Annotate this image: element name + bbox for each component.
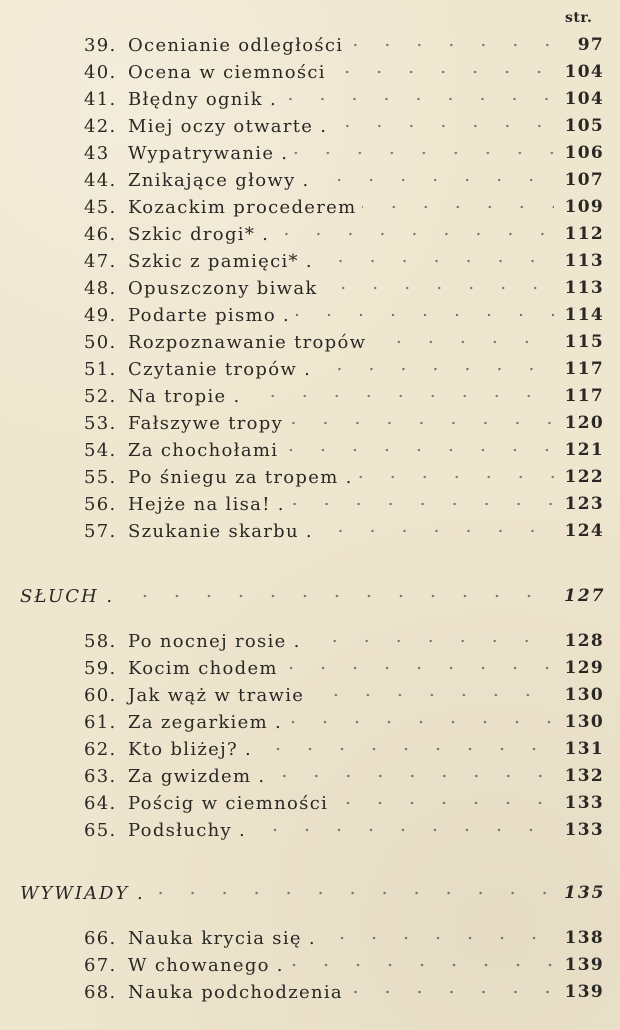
dot-leader [310,692,554,698]
entry-page: 113 [564,251,604,271]
entry-number: 44. [84,169,117,191]
entry-title: Szkic drogi* . [128,223,270,245]
entry-number: 52. [84,385,117,407]
entry-page: 114 [564,305,604,325]
section-title: SŁUCH . [20,585,115,607]
entry-title: Błędny ognik . [128,88,277,110]
entry-number: 53. [84,412,117,434]
entry-number: 62. [84,738,117,760]
entry-title: Wypatrywanie . [128,142,289,164]
toc-entry [84,58,604,86]
entry-page: 139 [564,982,604,1002]
entry-title: Ocena w ciemności [128,61,326,83]
toc-entry [84,409,604,437]
entry-page: 107 [564,170,604,190]
dot-leader [359,474,554,480]
entry-page: 117 [564,359,604,379]
entry-page: 121 [564,440,604,460]
entry-title: Podsłuchy . [128,819,246,841]
entry-number: 41. [84,88,117,110]
dot-leader [317,366,554,372]
dot-leader [271,773,554,779]
entry-page: 132 [564,766,604,786]
toc-entry [84,924,604,952]
dot-leader [289,420,554,426]
toc-entry [84,789,604,817]
entry-number: 66. [84,927,117,949]
toc-entry [84,301,604,329]
dot-leader [284,447,554,453]
toc-entry [84,463,604,491]
entry-page: 115 [564,332,604,352]
entry-number: 56. [84,493,117,515]
toc-entry [84,328,604,356]
entry-page: 133 [564,793,604,813]
toc-entry [84,816,604,844]
entry-number: 39. [84,34,117,56]
entry-title: Fałszywe tropy [128,412,284,434]
dot-leader [324,285,554,291]
toc-entry [84,762,604,790]
entry-title: Kocim chodem [128,657,278,679]
toc-entry [84,247,604,275]
entry-number: 63. [84,765,117,787]
dot-leader [349,42,554,48]
entry-title: Czytanie tropów . [128,358,312,380]
entry-number: 51. [84,358,117,380]
entry-page: 120 [564,413,604,433]
entry-title: Po śniegu za tropem . [128,466,353,488]
entry-page: 104 [564,89,604,109]
entry-page: 122 [564,467,604,487]
toc-entry [84,735,604,763]
entry-page: 112 [564,224,604,244]
entry-number: 58. [84,630,117,652]
entry-number: 67. [84,954,117,976]
toc-entry [84,517,604,545]
dot-leader [322,935,554,941]
dot-leader [258,746,554,752]
entry-page: 109 [564,197,604,217]
entry-page: 106 [564,143,604,163]
entry-page: 139 [564,955,604,975]
entry-title: Za gwizdem . [128,765,266,787]
dot-leader [319,528,554,534]
entry-title: Za chochołami [128,439,279,461]
entry-title: Jak wąż w trawie [128,684,305,706]
toc-entry [84,31,604,59]
dot-leader [333,123,554,129]
entry-page: 117 [564,386,604,406]
entry-number: 49. [84,304,117,326]
entry-page: 131 [564,739,604,759]
entry-title: Szukanie skarbu . [128,520,313,542]
entry-title: Na tropie . [128,385,241,407]
entry-page: 105 [564,116,604,136]
dot-leader [252,827,554,833]
dot-leader [332,69,554,75]
toc-entry [84,274,604,302]
toc-entry [84,436,604,464]
entry-number: 59. [84,657,117,679]
entry-page: 104 [564,62,604,82]
toc-entry [84,193,604,221]
entry-title: Nauka krycia się . [128,927,316,949]
dot-leader [294,150,554,156]
toc-entry [84,85,604,113]
toc-entry [84,490,604,518]
entry-page: 128 [564,631,604,651]
entry-number: 64. [84,792,117,814]
entry-title: Podarte pismo . [128,304,291,326]
dot-leader [372,339,554,345]
entry-title: Po nocnej rosie . [128,630,301,652]
entry-number: 61. [84,711,117,733]
entry-number: 54. [84,439,117,461]
dot-leader [275,231,554,237]
dot-leader [290,962,554,968]
dot-leader [283,96,554,102]
entry-page: 97 [577,35,604,55]
section-heading-wywiady [20,879,604,907]
entry-number: 42. [84,115,117,137]
dot-leader [307,638,554,644]
toc-entry [84,951,604,979]
entry-number: 40. [84,61,117,83]
entry-number: 55. [84,466,117,488]
toc-entry [84,627,604,655]
page-column-label: str. [565,10,593,26]
entry-number: 47. [84,250,117,272]
entry-title: Opuszczony biwak [128,277,318,299]
toc-entry [84,139,604,167]
toc-entry [84,382,604,410]
toc-entry [84,355,604,383]
section-page: 135 [564,883,606,903]
entry-title: Miej oczy otwarte . [128,115,328,137]
dot-leader [362,204,554,210]
toc-entry [84,220,604,248]
entry-number: 68. [84,981,117,1003]
dot-leader [316,177,554,183]
dot-leader [284,665,554,671]
dot-leader [349,989,554,995]
section-page: 127 [564,586,606,606]
dot-leader [120,593,554,599]
entry-page: 124 [564,521,604,541]
dot-leader [288,719,554,725]
entry-title: Szkic z pamięci* . [128,250,313,272]
entry-title: Rozpoznawanie tropów [128,331,367,353]
entry-page: 130 [564,712,604,732]
entry-title: Kto bliżej? . [128,738,252,760]
dot-leader [151,890,554,896]
entry-title: Znikające głowy . [128,169,310,191]
entry-title: W chowanego . [128,954,284,976]
dot-leader [291,501,554,507]
entry-page: 113 [564,278,604,298]
entry-number: 65. [84,819,117,841]
entry-number: 57. [84,520,117,542]
entry-page: 133 [564,820,604,840]
entry-title: Hejże na lisa! . [128,493,285,515]
entry-number: 45. [84,196,117,218]
entry-title: Nauka podchodzenia [128,981,343,1003]
entry-page: 129 [564,658,604,678]
entry-number: 50. [84,331,117,353]
dot-leader [247,393,554,399]
toc-entry [84,681,604,709]
toc-entry [84,112,604,140]
toc-entry [84,654,604,682]
entry-title: Ocenianie odległości [128,34,344,56]
toc-entry [84,166,604,194]
entry-number: 48. [84,277,117,299]
entry-title: Za zegarkiem . [128,711,282,733]
dot-leader [334,800,554,806]
section-title: WYWIADY . [20,882,145,904]
entry-title: Kozackim procederem [128,196,357,218]
section-heading-sluch [20,582,604,610]
entry-number: 46. [84,223,117,245]
entry-page: 123 [564,494,604,514]
dot-leader [319,258,554,264]
toc-entry [84,978,604,1006]
entry-page: 130 [564,685,604,705]
entry-page: 138 [564,928,604,948]
entry-title: Pościg w ciemności [128,792,329,814]
entry-number: 43 [84,142,110,164]
dot-leader [296,312,554,318]
toc-entry [84,708,604,736]
entry-number: 60. [84,684,117,706]
